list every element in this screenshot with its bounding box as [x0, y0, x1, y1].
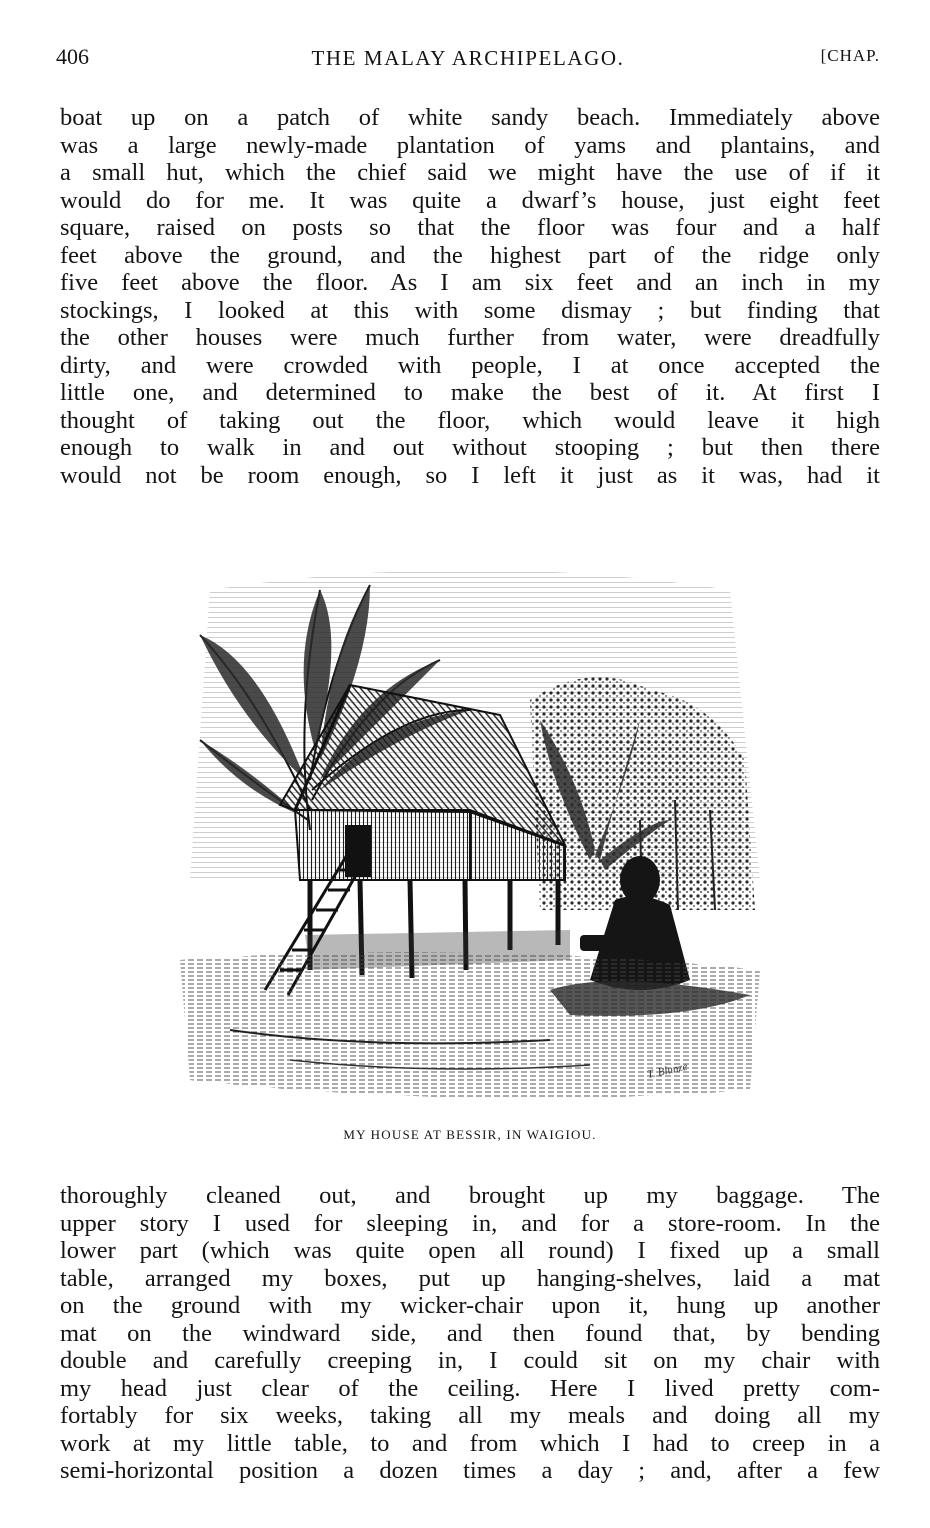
text-line: square, raised on posts so that the floor was four and a half [60, 214, 880, 241]
running-head: THE MALAY ARCHIPELAGO. [311, 46, 625, 70]
text-line: little one, and determined to make the best of it. At first I [60, 379, 880, 406]
text-line: enough to walk in and out without stooping ; but then there [60, 434, 880, 461]
text-line: feet above the ground, and the highest part of the ridge only [60, 241, 880, 269]
text-line: semi-horizontal position a dozen times a day ; and, after a few [60, 1457, 880, 1484]
figure-caption: MY HOUSE AT BESSIR, IN WAIGIOU. [343, 1127, 597, 1142]
text-line: thoroughly cleaned out, and brought up my baggage. The [60, 1182, 880, 1209]
paragraph-top [60, 104, 880, 489]
engraving-illustration [170, 550, 770, 1120]
text-line: work at my little table, to and from which I had to creep in a [60, 1429, 880, 1457]
text-line: dirty, and were crowded with people, I at once accepted the [60, 351, 880, 379]
text-line: would do for me. It was quite a dwarf’s house, just eight feet [60, 186, 880, 214]
text-line: on the ground with my wicker-chair upon it, hung up another [60, 1292, 880, 1319]
text-line: double and carefully creeping in, I could sit on my chair with [60, 1347, 880, 1374]
text-line: would not be room enough, so I left it just as it was, had it [60, 461, 880, 489]
page-number: 406 [56, 44, 89, 69]
text-line: the other houses were much further from water, were dreadfully [60, 324, 880, 351]
chapter-mark: [CHAP. [820, 46, 880, 65]
text-line: fortably for six weeks, taking all my meals and doing all my [60, 1402, 880, 1429]
text-line: thought of taking out the floor, which would leave it high [60, 406, 880, 434]
engraver-signature: T. Blunze [646, 1060, 689, 1081]
paragraph-bottom [60, 1182, 880, 1485]
text-line: a small hut, which the chief said we might have the use of if it [60, 159, 880, 186]
text-line: boat up on a patch of white sandy beach. Immediately above [60, 104, 880, 131]
text-line: my head just clear of the ceiling. Here I lived pretty com- [60, 1374, 880, 1402]
page-header [56, 44, 880, 74]
text-line: was a large newly-made plantation of yams and plantains, and [60, 131, 880, 159]
text-line: table, arranged my boxes, put up hanging-shelves, laid a mat [60, 1264, 880, 1292]
text-line: lower part (which was quite open all round) I fixed up a small [60, 1237, 880, 1264]
text-line: upper story I used for sleeping in, and for a store-room. In the [60, 1209, 880, 1237]
text-line: mat on the windward side, and then found that, by bending [60, 1319, 880, 1347]
text-line: five feet above the floor. As I am six feet and an inch in my [60, 269, 880, 296]
hut-engraving [170, 550, 770, 1120]
text-line: stockings, I looked at this with some dismay ; but finding that [60, 296, 880, 324]
